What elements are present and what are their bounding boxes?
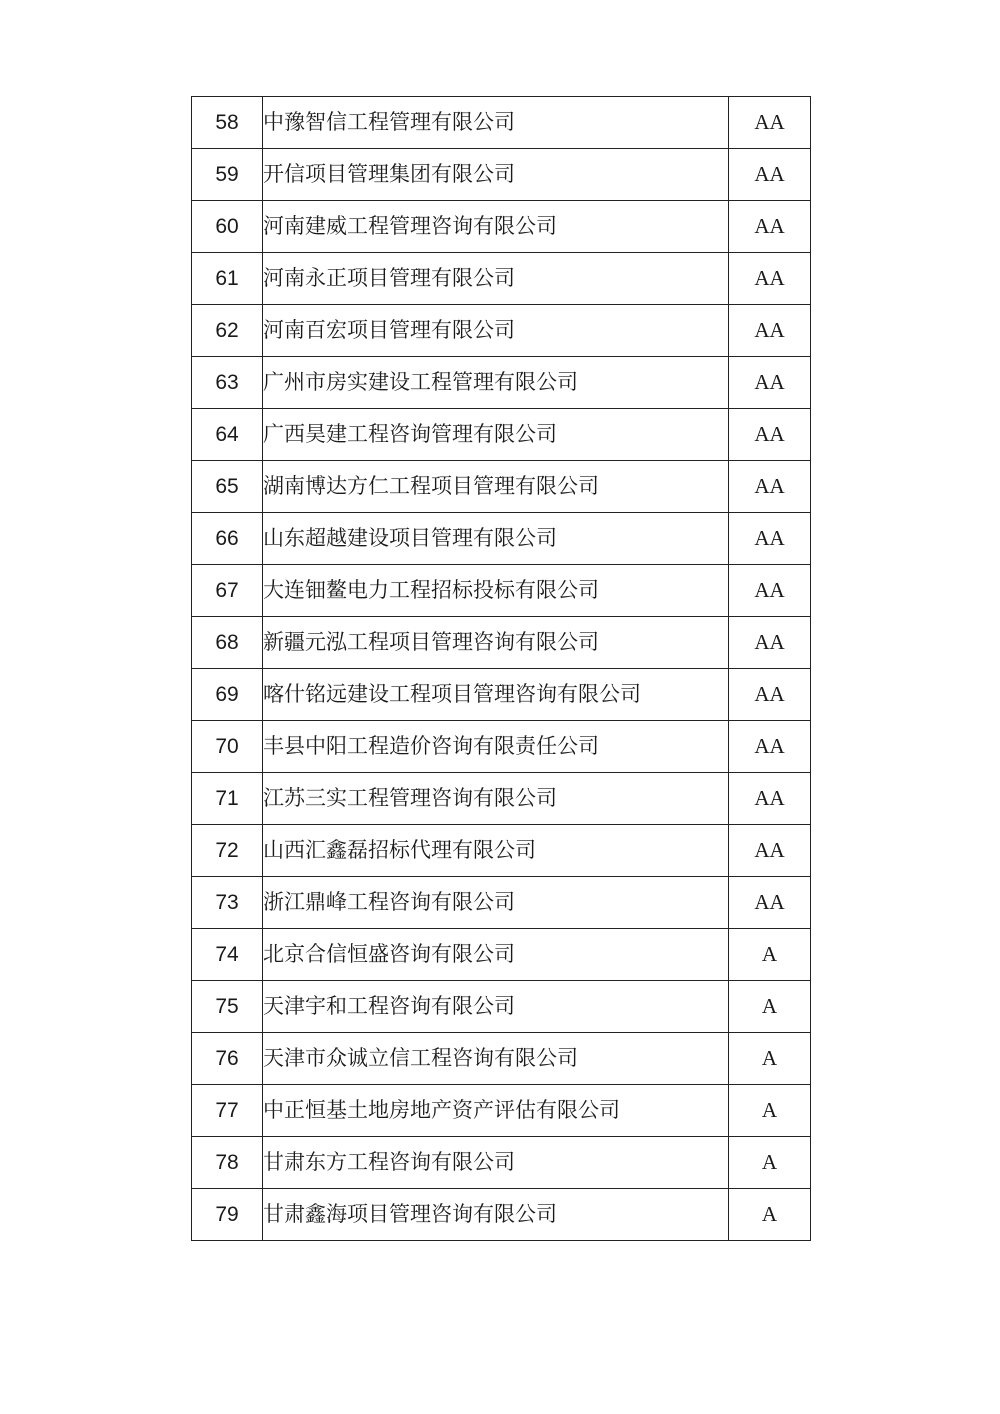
table-row <box>192 773 811 825</box>
table-row <box>192 825 811 877</box>
credit-grade: AA <box>729 721 811 773</box>
company-name: 开信项目管理集团有限公司 <box>263 149 729 201</box>
credit-grade: AA <box>729 149 811 201</box>
row-number: 61 <box>192 253 263 305</box>
row-number: 62 <box>192 305 263 357</box>
row-number: 70 <box>192 721 263 773</box>
row-number: 66 <box>192 513 263 565</box>
table-row <box>192 1189 811 1241</box>
credit-grade: AA <box>729 461 811 513</box>
row-number: 69 <box>192 669 263 721</box>
row-number: 65 <box>192 461 263 513</box>
company-name: 喀什铭远建设工程项目管理咨询有限公司 <box>263 669 729 721</box>
row-number: 78 <box>192 1137 263 1189</box>
company-name: 浙江鼎峰工程咨询有限公司 <box>263 877 729 929</box>
company-name: 中正恒基土地房地产资产评估有限公司 <box>263 1085 729 1137</box>
table-row <box>192 513 811 565</box>
row-number: 77 <box>192 1085 263 1137</box>
company-name: 湖南博达方仁工程项目管理有限公司 <box>263 461 729 513</box>
credit-grade: AA <box>729 617 811 669</box>
company-name: 大连钿鳌电力工程招标投标有限公司 <box>263 565 729 617</box>
company-name: 江苏三实工程管理咨询有限公司 <box>263 773 729 825</box>
company-name: 中豫智信工程管理有限公司 <box>263 97 729 149</box>
company-name: 河南百宏项目管理有限公司 <box>263 305 729 357</box>
credit-grade: AA <box>729 409 811 461</box>
company-name: 北京合信恒盛咨询有限公司 <box>263 929 729 981</box>
row-number: 64 <box>192 409 263 461</box>
row-number: 68 <box>192 617 263 669</box>
table-row <box>192 721 811 773</box>
credit-grade: AA <box>729 513 811 565</box>
company-name: 广西昊建工程咨询管理有限公司 <box>263 409 729 461</box>
company-name: 天津宇和工程咨询有限公司 <box>263 981 729 1033</box>
credit-grade: AA <box>729 97 811 149</box>
table-row <box>192 617 811 669</box>
row-number: 74 <box>192 929 263 981</box>
table-row <box>192 305 811 357</box>
credit-grade: A <box>729 1085 811 1137</box>
row-number: 73 <box>192 877 263 929</box>
company-name: 河南永正项目管理有限公司 <box>263 253 729 305</box>
row-number: 76 <box>192 1033 263 1085</box>
table-row <box>192 565 811 617</box>
credit-grade: AA <box>729 669 811 721</box>
table-row <box>192 461 811 513</box>
company-name: 河南建威工程管理咨询有限公司 <box>263 201 729 253</box>
credit-grade: AA <box>729 357 811 409</box>
company-name: 广州市房实建设工程管理有限公司 <box>263 357 729 409</box>
row-number: 71 <box>192 773 263 825</box>
row-number: 75 <box>192 981 263 1033</box>
credit-grade: AA <box>729 305 811 357</box>
credit-grade: AA <box>729 565 811 617</box>
company-name: 新疆元泓工程项目管理咨询有限公司 <box>263 617 729 669</box>
table-row <box>192 1137 811 1189</box>
table-row <box>192 357 811 409</box>
credit-grade: A <box>729 1033 811 1085</box>
company-name: 山东超越建设项目管理有限公司 <box>263 513 729 565</box>
table-row <box>192 929 811 981</box>
credit-grade: AA <box>729 773 811 825</box>
credit-grade: A <box>729 1189 811 1241</box>
table-row <box>192 669 811 721</box>
table-body <box>192 97 811 1241</box>
table-row <box>192 201 811 253</box>
row-number: 58 <box>192 97 263 149</box>
company-name: 山西汇鑫磊招标代理有限公司 <box>263 825 729 877</box>
company-rating-table <box>191 96 811 1241</box>
table-row <box>192 149 811 201</box>
credit-grade: A <box>729 981 811 1033</box>
table-row <box>192 253 811 305</box>
company-name: 甘肃东方工程咨询有限公司 <box>263 1137 729 1189</box>
row-number: 72 <box>192 825 263 877</box>
table-row <box>192 409 811 461</box>
row-number: 79 <box>192 1189 263 1241</box>
credit-grade: AA <box>729 825 811 877</box>
row-number: 63 <box>192 357 263 409</box>
row-number: 67 <box>192 565 263 617</box>
table-row <box>192 1033 811 1085</box>
table-row <box>192 97 811 149</box>
credit-grade: A <box>729 1137 811 1189</box>
company-name: 天津市众诚立信工程咨询有限公司 <box>263 1033 729 1085</box>
row-number: 60 <box>192 201 263 253</box>
row-number: 59 <box>192 149 263 201</box>
company-name: 甘肃鑫海项目管理咨询有限公司 <box>263 1189 729 1241</box>
table-row <box>192 1085 811 1137</box>
company-name: 丰县中阳工程造价咨询有限责任公司 <box>263 721 729 773</box>
table-row <box>192 877 811 929</box>
credit-grade: AA <box>729 253 811 305</box>
credit-grade: AA <box>729 877 811 929</box>
table-row <box>192 981 811 1033</box>
credit-grade: A <box>729 929 811 981</box>
credit-grade: AA <box>729 201 811 253</box>
